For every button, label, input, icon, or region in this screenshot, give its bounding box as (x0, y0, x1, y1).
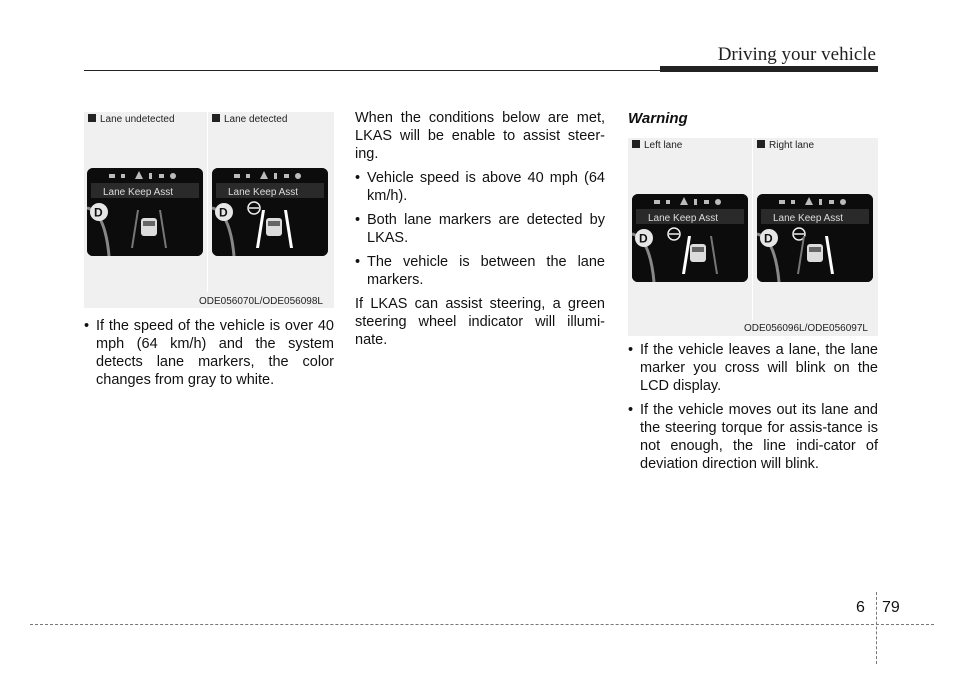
caption-square-icon (212, 114, 220, 122)
vehicle-icon (807, 244, 823, 262)
page-number: 79 (882, 599, 900, 616)
svg-text:D: D (219, 205, 228, 220)
condition-bullet-markers: • Both lane markers are detected by LKAS. (355, 211, 605, 247)
lcd-title-text: Lane Keep Asst (103, 187, 174, 198)
figure-right-divider (752, 138, 753, 320)
lcd-screen-lane-detected (212, 168, 328, 256)
lcd-title-text: Lane Keep Asst (648, 213, 719, 224)
lcd-screen-lane-undetected (87, 168, 203, 256)
lcd-display-detected (212, 168, 328, 256)
warning-heading: Warning (628, 110, 688, 127)
caption-square-icon (757, 140, 765, 148)
header-rule (84, 70, 664, 71)
caption-square-icon (632, 140, 640, 148)
condition-bullet-between: • The vehicle is between the lane markers. (355, 253, 605, 289)
page-number-divider (876, 592, 877, 664)
lcd-title-text: Lane Keep Asst (228, 187, 299, 198)
column-3-text (628, 341, 878, 479)
figure-right-caption-left: Left lane (632, 140, 682, 151)
vehicle-icon (690, 244, 706, 262)
lcd-screen-right-lane (757, 194, 873, 282)
warning-bullet-torque: • If the vehicle moves out its lane and the steering torque for assis-tance is not enough, the line indi-cator of deviation direction will blink. (628, 401, 878, 473)
svg-text:D: D (94, 205, 103, 220)
bullet-speed-color: • If the speed of the vehicle is over 40 mph (64 km/h) and the system detects lane markers, the color changes from gray to white. (84, 317, 334, 389)
vehicle-icon (141, 218, 157, 236)
chapter-number: 6 (856, 599, 865, 616)
header-rule-accent (660, 66, 878, 72)
svg-text:D: D (764, 231, 773, 246)
lcd-title-text: Lane Keep Asst (773, 213, 844, 224)
warning-bullet-leave-lane: • If the vehicle leaves a lane, the lane marker you cross will blink on the LCD display. (628, 341, 878, 395)
column-1-text (84, 317, 334, 395)
figure-left-caption-detected: Lane detected (212, 114, 287, 125)
column-2-text (355, 109, 605, 355)
page-header-title: Driving your vehicle (717, 44, 876, 65)
figure-left-caption-undetected: Lane undetected (88, 114, 175, 125)
footer-rule (30, 624, 934, 625)
indicator-paragraph: If LKAS can assist steering, a green steering wheel indicator will illumi-nate. (355, 296, 605, 348)
conditions-intro: When the conditions below are met, LKAS will be enable to assist steer-ing. (355, 110, 605, 162)
lcd-display-left-lane (632, 194, 748, 282)
condition-bullet-speed: • Vehicle speed is above 40 mph (64 km/h). (355, 169, 605, 205)
lcd-display-right-lane (757, 194, 873, 282)
vehicle-icon (266, 218, 282, 236)
figure-right-code: ODE056096L/ODE056097L (744, 323, 868, 334)
figure-left-divider (207, 112, 208, 292)
caption-square-icon (88, 114, 96, 122)
lcd-display-undetected (87, 168, 203, 256)
figure-left-code: ODE056070L/ODE056098L (199, 296, 323, 307)
svg-text:D: D (639, 231, 648, 246)
lcd-screen-left-lane (632, 194, 748, 282)
figure-right-caption-right: Right lane (757, 140, 814, 151)
